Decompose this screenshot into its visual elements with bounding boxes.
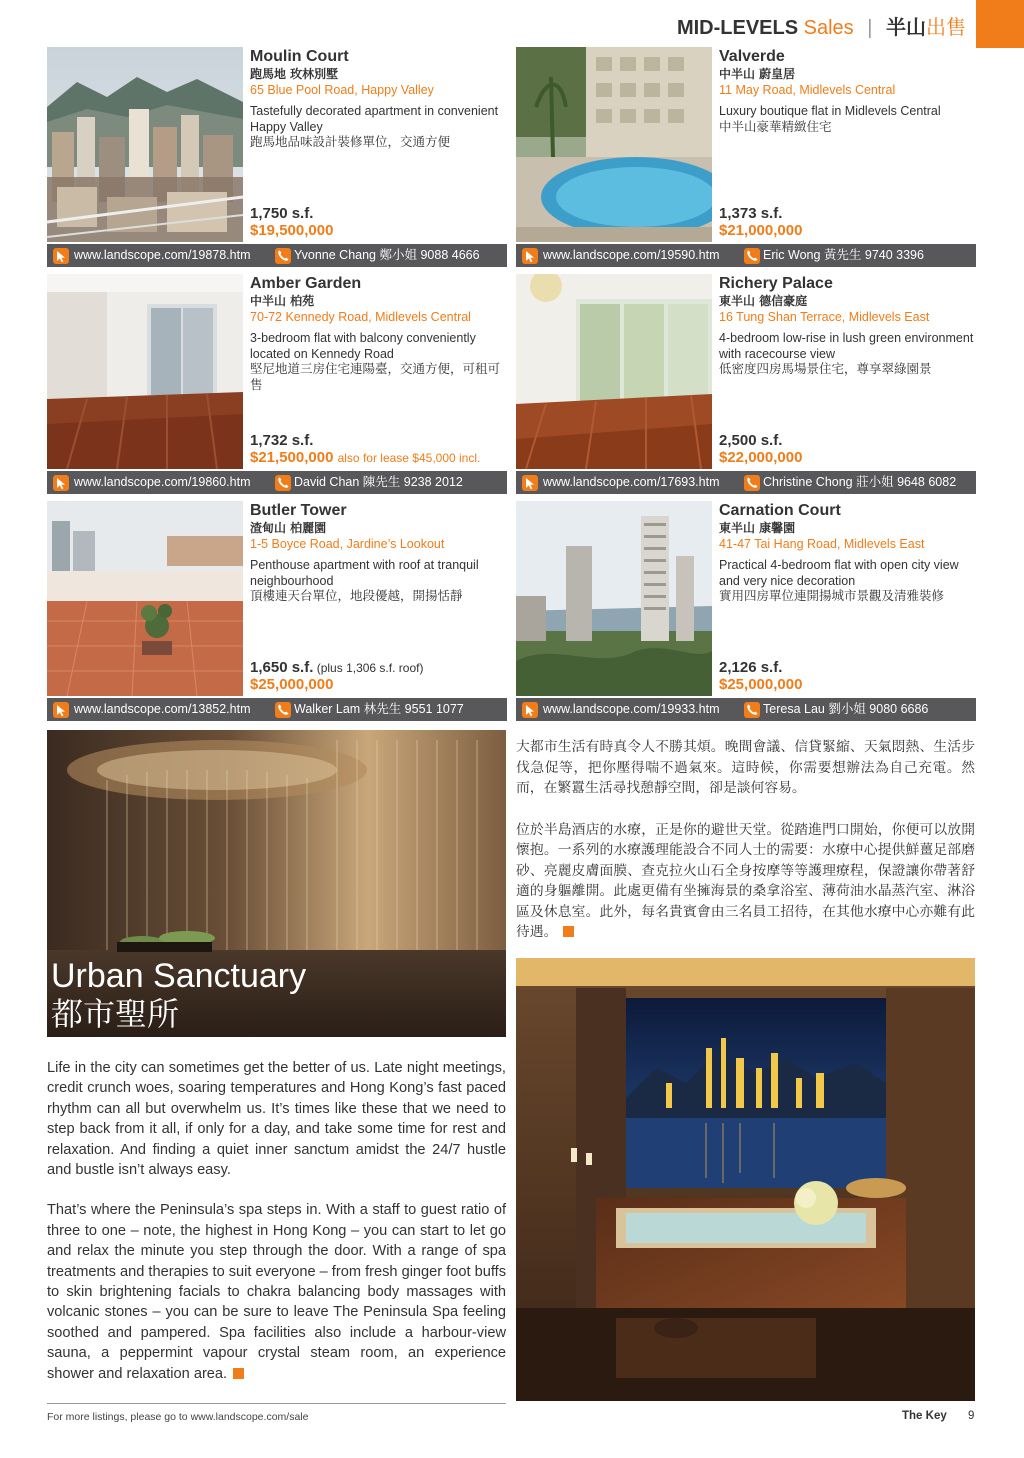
size-value: 2,500 s.f. [719, 432, 783, 449]
article-body-cn [516, 737, 975, 943]
property-desc-cn: 低密度四房馬場景住宅，尊享翠綠園景 [719, 362, 932, 376]
price-value: $21,000,000 [719, 222, 803, 239]
price-value: $22,000,000 [719, 449, 803, 466]
property-size [250, 432, 313, 450]
listing-card[interactable] [47, 47, 507, 273]
property-photo [516, 47, 712, 242]
contact-bar [516, 471, 976, 494]
listing-link[interactable]: www.landscope.com/19878.htm [74, 248, 251, 262]
phone-icon [744, 475, 760, 491]
property-photo [47, 274, 243, 469]
property-address: 11 May Road, Midlevels Central [719, 83, 896, 97]
property-photo [47, 47, 243, 242]
property-desc-cn: 中半山豪華精緻住宅 [719, 119, 832, 134]
article-paragraph-cn: 大都市生活有時真令人不勝其煩。晚間會議、信貸緊縮、天氣悶熱、生活步伐急促等，把你壓得喘不過氣來。這時候，你需要想辦法為自己充電。然而，在繁囂生活尋找憩靜空間，卻是談何容易。 [516, 739, 975, 796]
end-mark-icon [233, 1368, 244, 1379]
property-price [719, 222, 802, 240]
listing-link[interactable]: www.landscope.com/13852.htm [74, 702, 251, 716]
page-number: 9 [968, 1410, 975, 1422]
size-value: 1,750 s.f. [250, 205, 314, 222]
phone-icon [744, 248, 760, 264]
property-name[interactable]: Butler Tower [250, 502, 347, 519]
property-photo [516, 501, 712, 696]
price-value: $21,500,000 [250, 449, 334, 466]
property-name-cn: 東半山 德信豪庭 [719, 294, 808, 308]
property-description [250, 558, 507, 605]
price-value: $25,000,000 [719, 676, 803, 693]
cursor-icon [522, 702, 538, 718]
listing-info [719, 47, 976, 242]
property-price [250, 676, 333, 694]
size-value: 1,373 s.f. [719, 205, 783, 222]
cursor-icon [522, 475, 538, 491]
phone-icon [275, 702, 291, 718]
size-note: (plus 1,306 s.f. roof) [313, 661, 424, 675]
property-description [250, 104, 507, 151]
property-description [719, 331, 976, 378]
property-name-cn: 中半山 蔚皇居 [719, 67, 796, 81]
agent-contact: Eric Wong 黃先生 9740 3396 [763, 248, 924, 262]
feature-title-cn: 都市聖所 [51, 995, 180, 1033]
contact-bar [516, 698, 976, 721]
listing-info [250, 274, 507, 469]
listing-card[interactable] [516, 47, 976, 273]
property-address: 16 Tung Shan Terrace, Midlevels East [719, 310, 930, 324]
property-size [250, 205, 313, 223]
property-desc-en: Luxury boutique flat in Midlevels Central [719, 104, 941, 118]
property-desc-en: Penthouse apartment with roof at tranquil neighbourhood [250, 558, 479, 588]
listing-info [250, 501, 507, 696]
listing-card[interactable] [47, 501, 507, 727]
article-paragraph: Life in the city can sometimes get the better of us. Late night meetings, credit crunch woes, soaring temperatures and Hong Kong’s fast paced rhythm can all but overwhelm us. It’s times like these that we need to step back from it all, if only for a day, and take some time for rest and relaxation. And finding a quiet inner sanctum amidst the 24/7 hustle and bustle isn’t always easy. [47, 1060, 506, 1179]
listing-link[interactable]: www.landscope.com/19860.htm [74, 475, 251, 489]
listing-info [719, 501, 976, 696]
phone-icon [744, 702, 760, 718]
cursor-icon [53, 475, 69, 491]
article-paragraph-text: That’s where the Peninsula’s spa steps in. With a staff to guest ratio of three to one – note, the highest in Hong Kong – you can start to let go and relax the minute you step through the door. With a range of spa treatments and therapies to suit everyone – from fresh ginger foot buffs to skin brightening facials to chakra balancing body massages with volcanic stones – you can be sure to leave The Peninsula Spa feeling soothed and pampered. Spa facilities also include a harbour-view sauna, a peppermint vapour crystal steam room, an experience shower and relaxation area. [47, 1202, 506, 1382]
footer-divider [47, 1403, 506, 1404]
listing-card[interactable] [47, 274, 507, 500]
agent-contact: Christine Chong 莊小姐 9648 6082 [763, 475, 957, 489]
property-name-cn: 東半山 康馨園 [719, 521, 796, 535]
property-price [719, 449, 802, 467]
phone-icon [275, 248, 291, 264]
article-paragraph-cn-text: 位於半島酒店的水療，正是你的避世天堂。從踏進門口開始，你便可以放開懷抱。一系列的水療護理能設合不同人士的需要：水療中心提供鮮薑足部磨砂、亮麗皮膚面膜、查克拉火山石全身按摩等等護理療程，保證讓你帶著舒適的身軀離開。此處更備有坐擁海景的桑拿浴室、薄荷油水晶蒸汽室、淋浴區及休息室。此外，每名貴賓會由三名員工招待，在其他水療中心亦難有此待遇。 [516, 821, 975, 940]
page-header [0, 0, 1024, 48]
property-desc-cn: 跑馬地品味設計裝修單位，交通方便 [250, 135, 451, 149]
property-desc-en: Practical 4-bedroom flat with open city view and very nice decoration [719, 558, 959, 588]
article-paragraph-cn [516, 820, 975, 943]
property-photo [516, 274, 712, 469]
property-size [719, 432, 782, 450]
contact-bar [47, 244, 507, 267]
property-photo [47, 501, 243, 696]
property-address: 65 Blue Pool Road, Happy Valley [250, 83, 434, 97]
size-value: 1,650 s.f. [250, 659, 314, 676]
agent-contact: Teresa Lau 劉小姐 9080 6686 [763, 702, 929, 716]
section-title-cn-light: 出售 [926, 17, 966, 39]
price-value: $25,000,000 [250, 676, 334, 693]
article-paragraph [47, 1200, 506, 1384]
cursor-icon [53, 248, 69, 264]
section-title-bold: MID-LEVELS [676, 17, 799, 39]
agent-contact: David Chan 陳先生 9238 2012 [294, 475, 463, 489]
agent-contact: Yvonne Chang 鄭小姐 9088 4666 [294, 248, 480, 262]
end-mark-icon [563, 926, 574, 937]
property-name[interactable]: Valverde [719, 48, 785, 65]
property-size [719, 205, 782, 223]
section-title-cn-bold: 半山 [886, 17, 926, 39]
size-value: 2,126 s.f. [719, 659, 783, 676]
feature-image [47, 730, 506, 1037]
size-value: 1,732 s.f. [250, 432, 314, 449]
property-desc-cn: 堅尼地道三房住宅連陽臺，交通方便，可租可售 [250, 362, 501, 392]
property-name[interactable]: Amber Garden [250, 275, 362, 292]
listing-info [719, 274, 976, 469]
article-body-en [47, 1058, 506, 1384]
section-title: MID-LEVELS Sales | 半山出售 [676, 17, 966, 39]
property-name-cn: 跑馬地 玫林別墅 [250, 67, 339, 81]
listing-link[interactable]: www.landscope.com/19933.htm [543, 702, 720, 716]
property-address: 41-47 Tai Hang Road, Midlevels East [719, 537, 925, 551]
cursor-icon [53, 702, 69, 718]
listing-link[interactable]: www.landscope.com/17693.htm [543, 475, 720, 489]
property-description [719, 104, 976, 135]
section-title-light: Sales [803, 17, 854, 39]
contact-bar [516, 244, 976, 267]
header-accent-tab [976, 0, 1024, 48]
listing-card[interactable] [516, 274, 976, 500]
property-description [250, 331, 507, 393]
property-price [719, 676, 802, 694]
price-value: $19,500,000 [250, 222, 334, 239]
property-name-cn: 渣甸山 柏麗園 [250, 521, 327, 535]
property-desc-cn: 實用四房單位連開揚城市景觀及清雅裝修 [719, 589, 945, 603]
phone-icon [275, 475, 291, 491]
contact-bar [47, 698, 507, 721]
property-name[interactable]: Moulin Court [250, 48, 349, 65]
property-desc-en: 4-bedroom low-rise in lush green environment with racecourse view [719, 331, 974, 361]
property-address: 1-5 Boyce Road, Jardine’s Lookout [250, 537, 445, 551]
property-name-cn: 中半山 柏苑 [250, 294, 315, 308]
property-price [250, 449, 480, 467]
spa-room-image [516, 958, 975, 1401]
contact-bar [47, 471, 507, 494]
footer-note[interactable]: For more listings, please go to www.landscope.com/sale [47, 1411, 309, 1423]
property-desc-en: 3-bedroom flat with balcony conveniently located on Kennedy Road [250, 331, 476, 361]
property-address: 70-72 Kennedy Road, Midlevels Central [250, 310, 471, 324]
property-name[interactable]: Carnation Court [719, 502, 841, 519]
property-name[interactable]: Richery Palace [719, 275, 833, 292]
cursor-icon [522, 248, 538, 264]
footer-brand: The Key [902, 1410, 947, 1422]
listing-info [250, 47, 507, 242]
property-desc-en: Tastefully decorated apartment in convenient Happy Valley [250, 104, 499, 134]
agent-contact: Walker Lam 林先生 9551 1077 [294, 702, 464, 716]
property-desc-cn: 頂樓連天台單位，地段優越，開揚恬靜 [250, 589, 463, 603]
property-size [719, 659, 782, 677]
listing-card[interactable] [516, 501, 976, 727]
property-description [719, 558, 976, 605]
feature-title: Urban Sanctuary [51, 957, 307, 995]
property-size [250, 659, 423, 677]
property-price [250, 222, 333, 240]
listing-link[interactable]: www.landscope.com/19590.htm [543, 248, 720, 262]
price-note: also for lease $45,000 incl. [337, 451, 481, 465]
